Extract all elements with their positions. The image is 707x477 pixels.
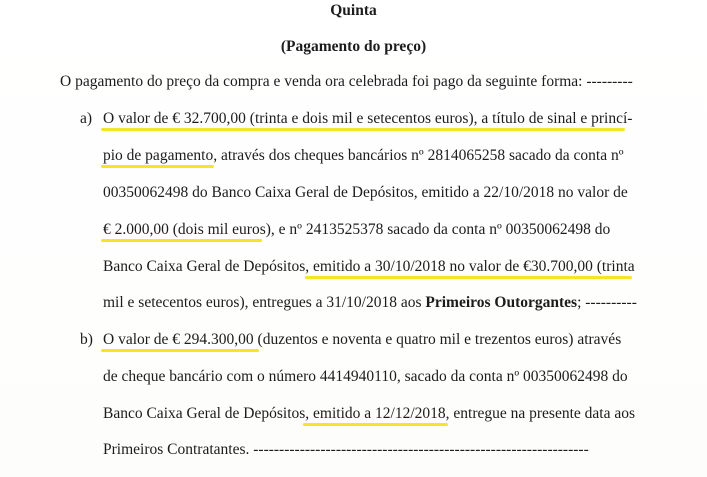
item-a-line-4: € 2.000,00 (dois mil euros), e nº 2413525378 sacado da conta nº 00350062498 do bbox=[103, 221, 611, 238]
item-a-line-2: pio de pagamento, através dos cheques bancários nº 2814065258 sacado da conta nº bbox=[103, 147, 624, 164]
item-b-line-2: de cheque bancário com o número 4414940110, sacado da conta nº 00350062498 do bbox=[103, 368, 628, 385]
item-a-line-6-tail: ; ---------- bbox=[577, 294, 637, 311]
intro-paragraph: O pagamento do preço da compra e venda ora celebrada foi pago da seguinte forma: --------- bbox=[60, 73, 633, 90]
item-b-marker: b) bbox=[80, 331, 93, 348]
item-a-line-6 bbox=[103, 294, 637, 312]
highlight-a-line-4 bbox=[101, 239, 262, 242]
item-b-line-3: Banco Caixa Geral de Depósitos, emitido a 12/12/2018, entregue na presente data aos bbox=[103, 405, 636, 422]
item-a-marker: a) bbox=[80, 110, 93, 127]
highlight-b-line-3 bbox=[303, 423, 448, 426]
primeiros-outorgantes-label: Primeiros Outorgantes bbox=[425, 294, 578, 311]
highlight-b-line-1 bbox=[101, 349, 259, 352]
item-b-line-1: O valor de € 294.300,00 (duzentos e noventa e quatro mil e trezentos euros) através bbox=[103, 331, 622, 348]
clause-title: Quinta bbox=[330, 2, 377, 19]
item-a-line-1: O valor de € 32.700,00 (trinta e dois mil e setecentos euros), a título de sinal e princí- bbox=[103, 110, 633, 127]
clause-subtitle: (Pagamento do preço) bbox=[280, 38, 427, 55]
item-a-line-3: 00350062498 do Banco Caixa Geral de Depósitos, emitido a 22/10/2018 no valor de bbox=[103, 184, 628, 201]
highlight-a-line-5 bbox=[305, 276, 632, 279]
highlight-a-line-2 bbox=[101, 165, 214, 168]
highlight-a-line-1 bbox=[101, 128, 625, 131]
item-a-line-5: Banco Caixa Geral de Depósitos, emitido a 30/10/2018 no valor de €30.700,00 (trinta bbox=[103, 258, 635, 275]
item-a-line-6-text: mil e setecentos euros), entregues a 31/10/2018 aos bbox=[103, 294, 426, 311]
item-b-line-4: Primeiros Contratantes. ----------------------------------------------------------------- bbox=[103, 441, 589, 458]
